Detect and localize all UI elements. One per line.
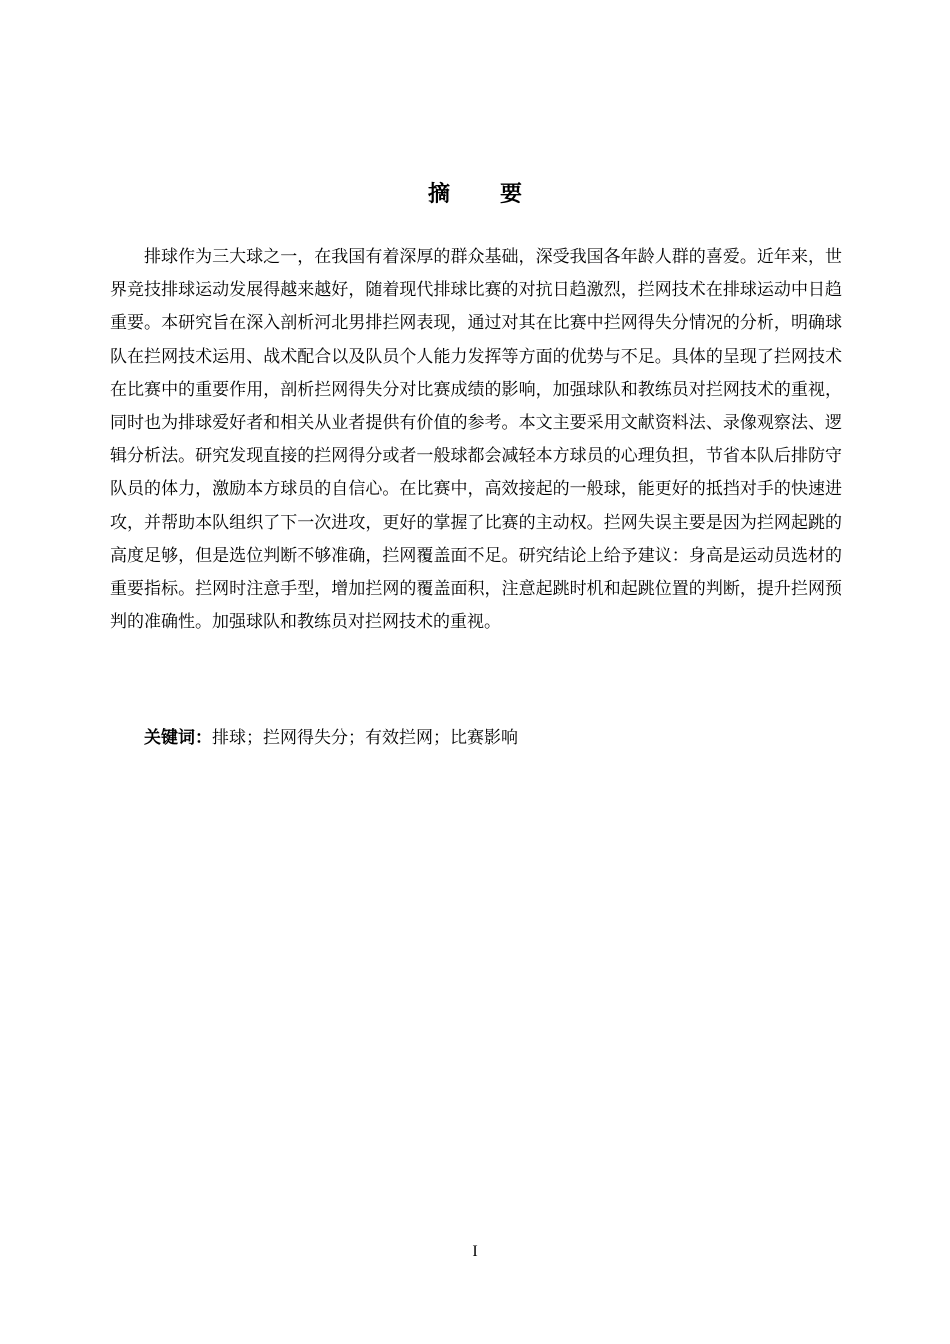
keywords-text: 排球；拦网得失分；有效拦网；比赛影响 <box>212 728 518 748</box>
keywords-label: 关键词： <box>144 728 212 748</box>
title-char-2: 要 <box>500 182 523 207</box>
page-title <box>0 178 950 212</box>
title-char-1: 摘 <box>427 182 450 207</box>
keywords-line <box>110 722 842 755</box>
abstract-paragraph: 排球作为三大球之一，在我国有着深厚的群众基础，深受我国各年龄人群的喜爱。近年来，世界竞技排球运动发展得越来越好，随着现代排球比赛的对抗日趋激烈，拦网技术在排球运动中日趋重要。本研究旨在深入剖析河北男排拦网表现，通过对其在比赛中拦网得失分情况的分析，明确球队在拦网技术运用、战术配合以及队员个人能力发挥等方面的优势与不足。具体的呈现了拦网技术在比赛中的重要作用，剖析拦网得失分对比赛成绩的影响，加强球队和教练员对拦网技术的重视，同时也为排球爱好者和相关从业者提供有价值的参考。本文主要采用文献资料法、录像观察法、逻辑分析法。研究发现直接的拦网得分或者一般球都会减轻本方球员的心理负担，节省本队后排防守队员的体力，激励本方球员的自信心。在比赛中，高效接起的一般球，能更好的抵挡对手的快速进攻，并帮助本队组织了下一次进攻，更好的掌握了比赛的主动权。拦网失误主要是因为拦网起跳的高度足够，但是选位判断不够准确，拦网覆盖面不足。研究结论上给予建议：身高是运动员选材的重要指标。拦网时注意手型，增加拦网的覆盖面积，注意起跳时机和起跳位置的判断，提升拦网预判的准确性。加强球队和教练员对拦网技术的重视。 <box>110 247 842 633</box>
page-number: I <box>472 1243 478 1260</box>
